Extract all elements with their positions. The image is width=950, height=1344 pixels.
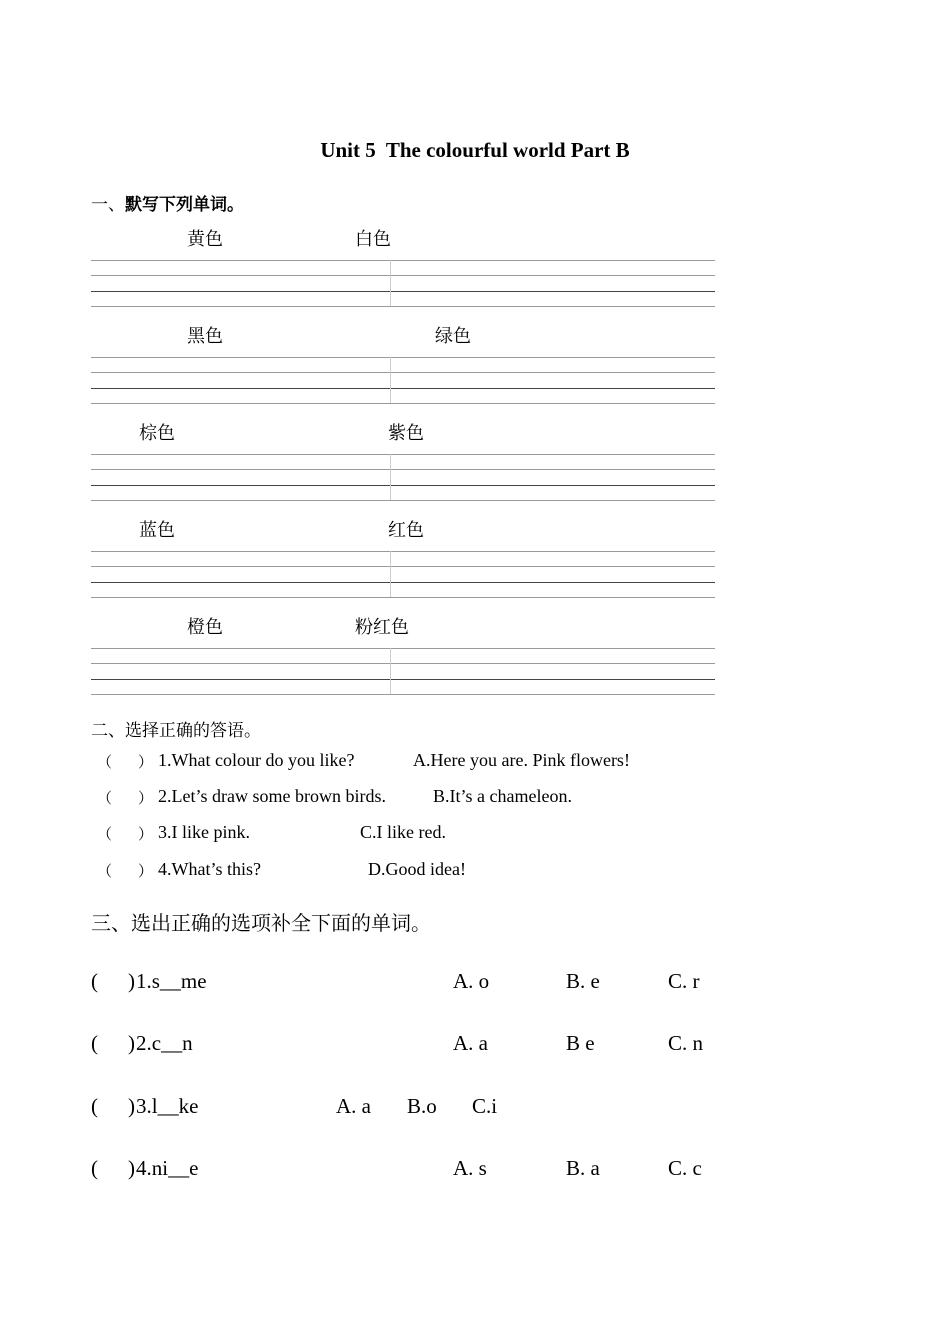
question-text: 4.ni__e [136,1156,199,1180]
answer-blank-close: ） [138,862,154,880]
answer-blank-close: ） [138,753,154,771]
section-1-prefix: 一、 [91,195,125,214]
answer-blank-close: ) [128,969,135,993]
question-text: 3.I like pink. [158,822,250,842]
answer-blank-close: ） [138,789,154,807]
question-text: 4.What’s this? [158,859,261,879]
word-prompt: 红色 [388,520,424,541]
section-1-heading [91,190,244,215]
answer-option: C.I like red. [360,822,446,842]
option-a: A. a [453,1031,488,1055]
word-prompt: 白色 [355,229,391,250]
answer-option: B.It’s a chameleon. [433,786,572,806]
word-prompt: 黑色 [187,326,223,347]
option-b: B.o [407,1094,437,1118]
option-c: C.i [472,1094,498,1118]
option-a: A. s [453,1156,487,1180]
page-title: Unit 5 The colourful world Part B [320,138,630,162]
option-b: B e [566,1031,595,1055]
word-prompt: 紫色 [388,423,424,444]
question-text: 2.Let’s draw some brown birds. [158,786,386,806]
question-text: 3.l__ke [136,1094,199,1118]
option-c: C. n [668,1031,704,1055]
word-prompt: 棕色 [139,423,175,444]
option-a: A. a [336,1094,371,1118]
section-1-heading-text: 默写下列单词。 [125,195,244,214]
option-b: B. e [566,969,600,993]
answer-option: D.Good idea! [368,859,466,879]
answer-option: A.Here you are. Pink flowers! [413,750,630,770]
word-prompt: 粉红色 [355,617,409,638]
question-text: 1.What colour do you like? [158,750,355,770]
word-prompt: 蓝色 [139,520,175,541]
option-a: A. o [453,969,490,993]
option-c: C. c [668,1156,702,1180]
answer-blank-close: ) [128,1031,135,1055]
answer-blank-close: ） [138,825,154,843]
option-b: B. a [566,1156,600,1180]
answer-blank-open[interactable]: ( [91,1031,98,1055]
section-2-heading: 二、选择正确的答语。 [91,721,261,741]
section-3-heading: 三、选出正确的选项补全下面的单词。 [91,911,431,935]
answer-blank-open[interactable]: ( [91,1156,98,1180]
answer-blank-open[interactable]: （ [97,789,113,807]
word-prompt: 绿色 [435,326,471,347]
answer-blank-open[interactable]: （ [97,825,113,843]
answer-blank-open[interactable]: ( [91,969,98,993]
answer-blank-close: ) [128,1094,135,1118]
word-prompt: 橙色 [187,617,223,638]
answer-blank-close: ) [128,1156,135,1180]
answer-blank-open[interactable]: （ [97,753,113,771]
question-text: 2.c__n [136,1031,193,1055]
answer-blank-open[interactable]: （ [97,862,113,880]
option-c: C. r [668,969,700,993]
word-prompt: 黄色 [187,229,223,250]
answer-blank-open[interactable]: ( [91,1094,98,1118]
question-text: 1.s__me [136,969,207,993]
